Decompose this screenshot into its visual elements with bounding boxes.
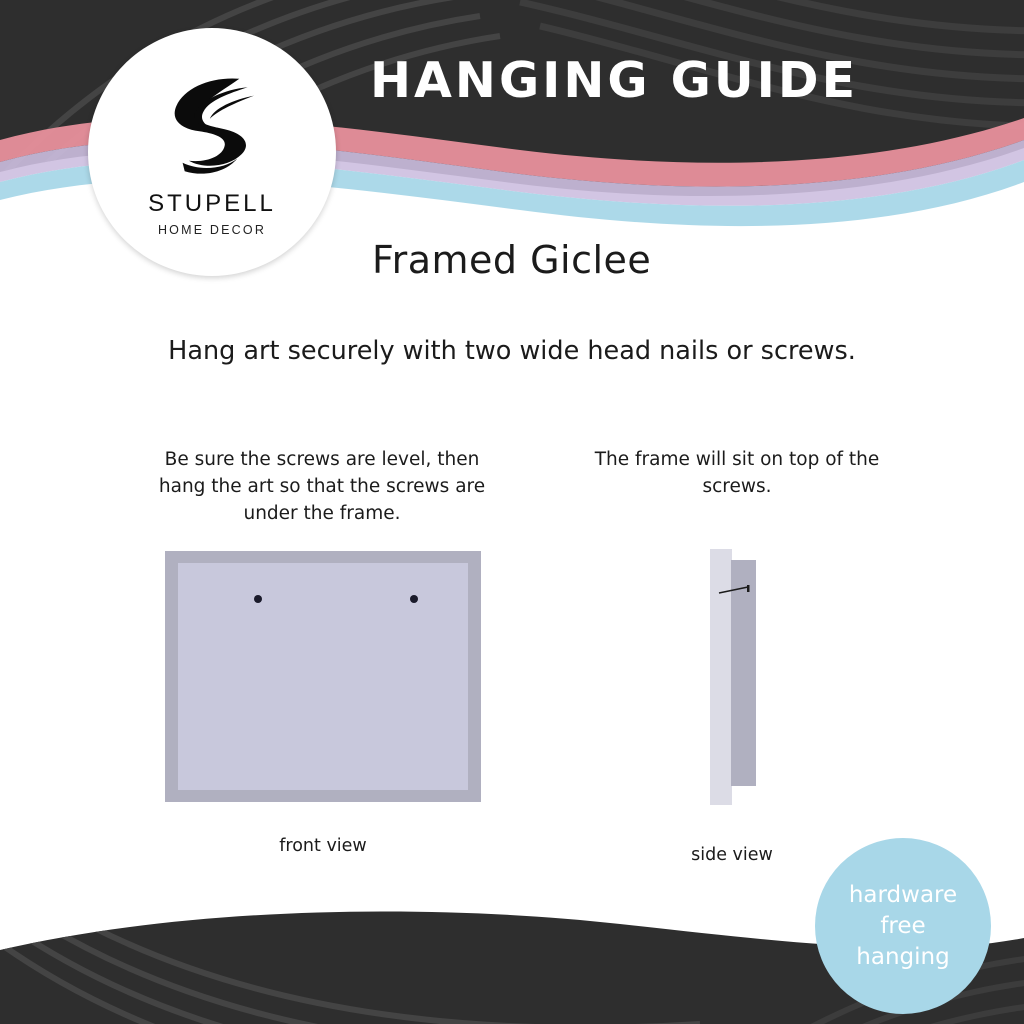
side-view-caption: The frame will sit on top of the screws.: [594, 449, 880, 497]
brand-name: STUPELL: [148, 190, 276, 217]
badge-line-2: free: [880, 912, 926, 939]
badge-line-1: hardware: [848, 881, 958, 908]
front-view-mat: [178, 563, 468, 790]
badge-line-3: hanging: [856, 943, 950, 970]
front-view-caption: Be sure the screws are level, then hang the art so that the screws are under the frame.: [158, 449, 486, 524]
hardware-free-badge: [815, 838, 991, 1014]
front-view-diagram: [165, 551, 481, 802]
page-title: HANGING GUIDE: [370, 52, 859, 109]
main-instruction: Hang art securely with two wide head nails or screws.: [168, 336, 856, 366]
screw-dot-right: [410, 595, 418, 603]
side-view-label: side view: [691, 845, 773, 865]
front-view-label: front view: [279, 836, 367, 856]
screw-dot-left: [254, 595, 262, 603]
product-type: Framed Giclee: [372, 238, 652, 282]
brand-subtitle: HOME DECOR: [157, 223, 267, 237]
swirl-logo-icon: [149, 62, 275, 188]
nail-icon: [718, 585, 754, 595]
brand-logo-badge: [88, 28, 336, 276]
